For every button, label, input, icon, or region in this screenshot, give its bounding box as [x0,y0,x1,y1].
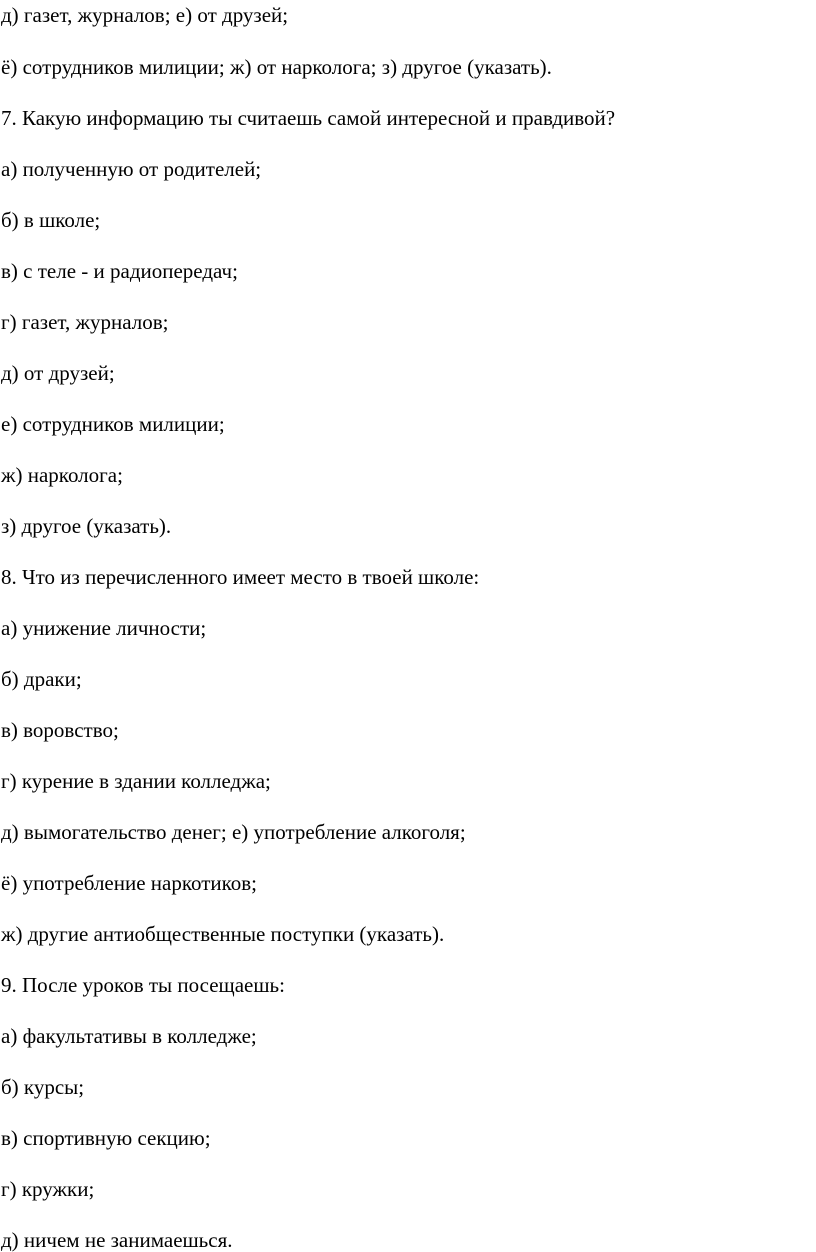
answer-line-q8-g: г) курение в здании колледжа; [1,769,271,793]
answer-line-q7-b: б) в школе; [1,208,101,232]
answer-line-q9-b: б) курсы; [1,1075,85,1099]
answer-line-q8-b: б) драки; [1,667,82,691]
question-7: 7. Какую информацию ты считаешь самой интересной и правдивой? [1,106,616,130]
answer-line-q7-v: в) с теле - и радиопередач; [1,259,238,283]
answer-line-q7-d: д) от друзей; [1,361,115,385]
answer-line-q7-e: е) сотрудников милиции; [1,412,225,436]
answer-line-q6-yo-zh-z: ё) сотрудников милиции; ж) от нарколога; з) другое (указать). [1,55,552,79]
answer-line-q8-d-e: д) вымогательство денег; е) употребление алкоголя; [1,820,466,844]
answer-line-q7-zh: ж) нарколога; [1,463,123,487]
question-9: 9. После уроков ты посещаешь: [1,973,285,997]
answer-line-q8-v: в) воровство; [1,718,119,742]
answer-line-q7-z: з) другое (указать). [1,514,172,538]
answer-line-q7-g: г) газет, журналов; [1,310,169,334]
answer-line-q8-zh: ж) другие антиобщественные поступки (указать). [1,922,445,946]
answer-line-q7-a: а) полученную от родителей; [1,157,262,181]
answer-line-q9-g: г) кружки; [1,1177,95,1201]
answer-line-q8-a: а) унижение личности; [1,616,207,640]
question-8: 8. Что из перечисленного имеет место в твоей школе: [1,565,480,589]
answer-line-q9-d: д) ничем не занимаешься. [1,1228,233,1252]
answer-line-q6-d-e: д) газет, журналов; е) от друзей; [1,3,289,27]
answer-line-q8-yo: ё) употребление наркотиков; [1,871,258,895]
answer-line-q9-v: в) спортивную секцию; [1,1126,211,1150]
answer-line-q9-a: а) факультативы в колледже; [1,1024,257,1048]
